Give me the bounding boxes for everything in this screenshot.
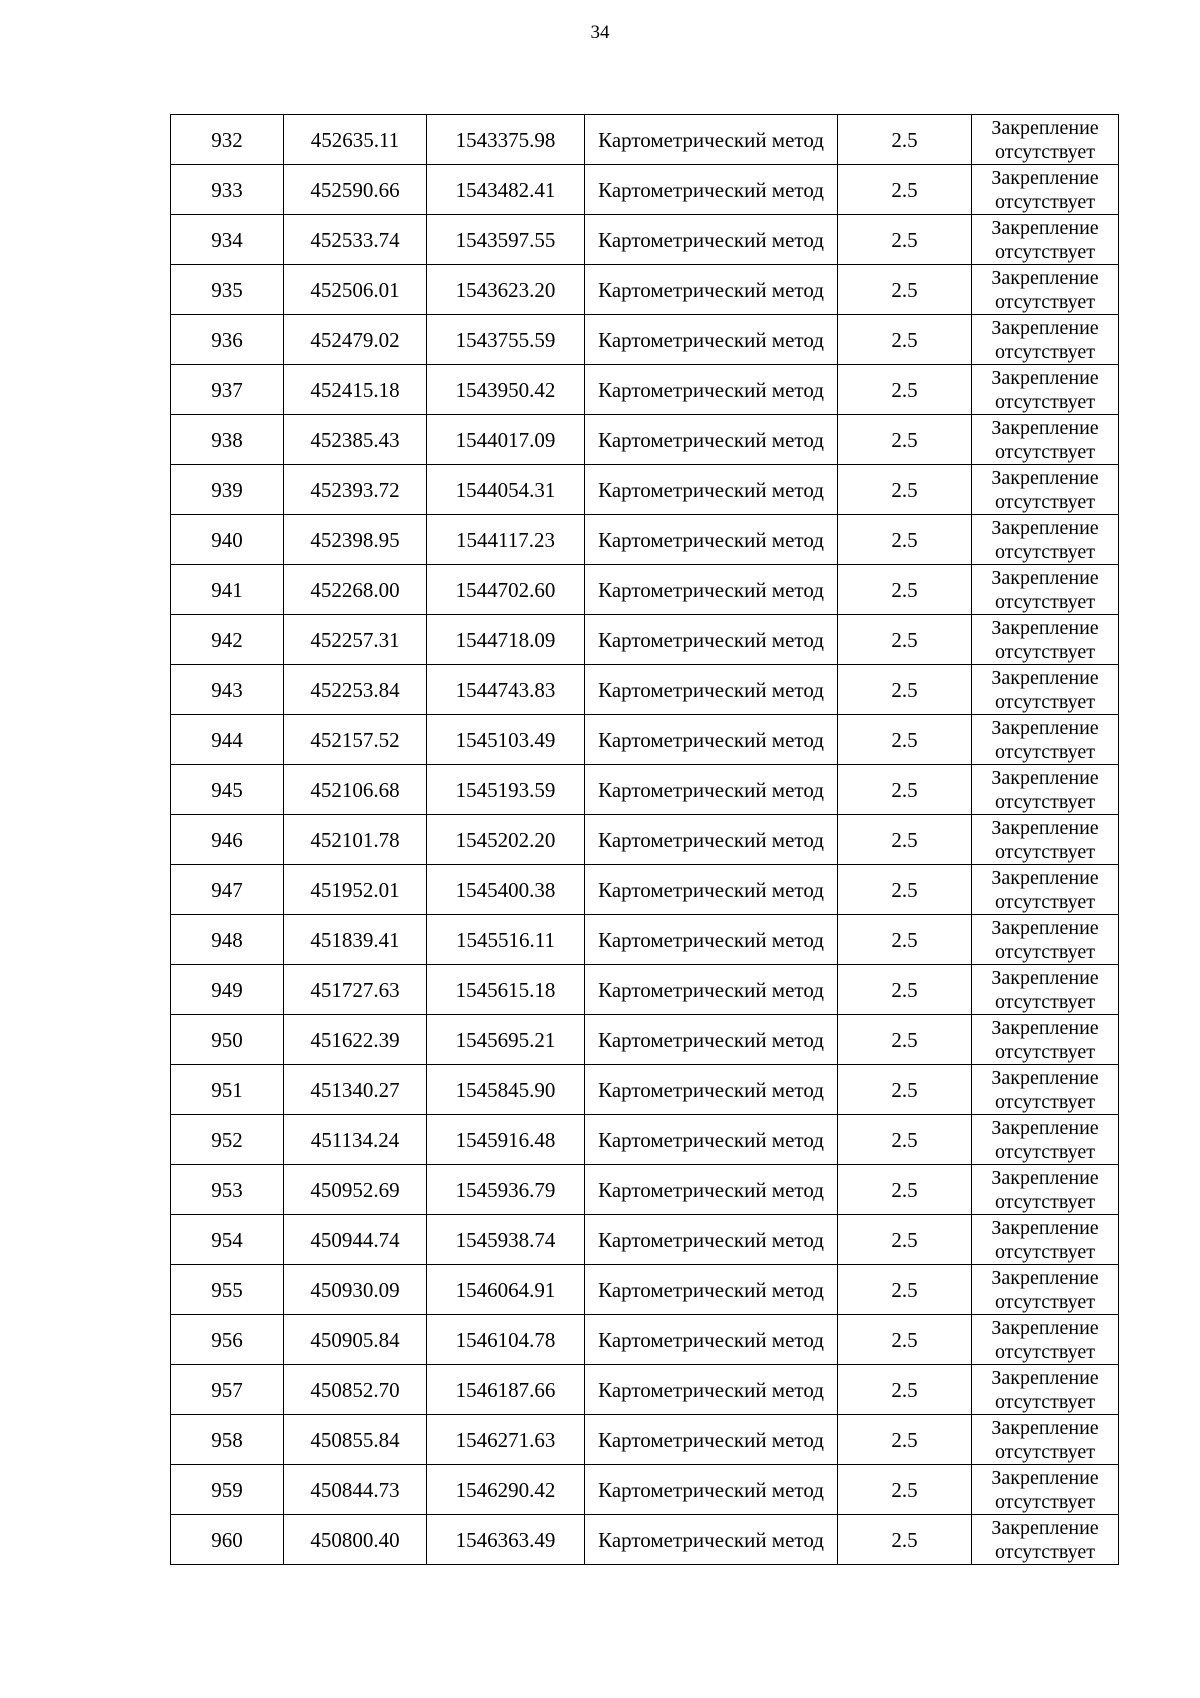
status-line-1: Закрепление xyxy=(991,616,1099,639)
table-row xyxy=(171,665,1119,715)
status-line-2: отсутствует xyxy=(994,890,1096,913)
point-number-cell: 939 xyxy=(171,465,284,515)
accuracy-cell: 2.5 xyxy=(838,265,972,315)
y-coordinate-cell: 1544702.60 xyxy=(427,565,585,615)
marking-status-cell xyxy=(972,1365,1119,1415)
accuracy-cell: 2.5 xyxy=(838,515,972,565)
x-coordinate-cell: 450844.73 xyxy=(284,1465,427,1515)
table-row xyxy=(171,1315,1119,1365)
table-row xyxy=(171,815,1119,865)
x-coordinate-cell: 452415.18 xyxy=(284,365,427,415)
table-row xyxy=(171,1515,1119,1565)
status-line-1: Закрепление xyxy=(991,516,1099,539)
y-coordinate-cell: 1546064.91 xyxy=(427,1265,585,1315)
x-coordinate-cell: 452590.66 xyxy=(284,165,427,215)
marking-status-cell xyxy=(972,1065,1119,1115)
accuracy-cell: 2.5 xyxy=(838,215,972,265)
y-coordinate-cell: 1545202.20 xyxy=(427,815,585,865)
method-cell: Картометрический метод xyxy=(585,1165,838,1215)
point-number-cell: 949 xyxy=(171,965,284,1015)
table-row xyxy=(171,1215,1119,1265)
y-coordinate-cell: 1546187.66 xyxy=(427,1365,585,1415)
method-cell: Картометрический метод xyxy=(585,765,838,815)
x-coordinate-cell: 452253.84 xyxy=(284,665,427,715)
status-line-2: отсутствует xyxy=(994,440,1096,463)
accuracy-cell: 2.5 xyxy=(838,715,972,765)
point-number-cell: 948 xyxy=(171,915,284,965)
point-number-cell: 944 xyxy=(171,715,284,765)
accuracy-cell: 2.5 xyxy=(838,1265,972,1315)
marking-status-cell xyxy=(972,665,1119,715)
accuracy-cell: 2.5 xyxy=(838,1315,972,1365)
point-number-cell: 960 xyxy=(171,1515,284,1565)
status-line-2: отсутствует xyxy=(994,490,1096,513)
status-line-2: отсутствует xyxy=(994,1540,1096,1563)
marking-status-cell xyxy=(972,315,1119,365)
y-coordinate-cell: 1545193.59 xyxy=(427,765,585,815)
marking-status-cell xyxy=(972,215,1119,265)
status-line-2: отсутствует xyxy=(994,690,1096,713)
coordinates-table-body xyxy=(171,115,1119,1565)
marking-status-cell xyxy=(972,865,1119,915)
point-number-cell: 940 xyxy=(171,515,284,565)
point-number-cell: 951 xyxy=(171,1065,284,1115)
table-row xyxy=(171,1365,1119,1415)
method-cell: Картометрический метод xyxy=(585,1065,838,1115)
y-coordinate-cell: 1545938.74 xyxy=(427,1215,585,1265)
accuracy-cell: 2.5 xyxy=(838,1115,972,1165)
status-line-2: отсутствует xyxy=(994,1390,1096,1413)
y-coordinate-cell: 1544718.09 xyxy=(427,615,585,665)
status-line-2: отсутствует xyxy=(994,1090,1096,1113)
status-line-2: отсутствует xyxy=(994,340,1096,363)
marking-status-cell xyxy=(972,1165,1119,1215)
status-line-1: Закрепление xyxy=(991,966,1099,989)
y-coordinate-cell: 1545103.49 xyxy=(427,715,585,765)
method-cell: Картометрический метод xyxy=(585,615,838,665)
point-number-cell: 943 xyxy=(171,665,284,715)
x-coordinate-cell: 452506.01 xyxy=(284,265,427,315)
point-number-cell: 937 xyxy=(171,365,284,415)
accuracy-cell: 2.5 xyxy=(838,465,972,515)
method-cell: Картометрический метод xyxy=(585,165,838,215)
method-cell: Картометрический метод xyxy=(585,1315,838,1365)
point-number-cell: 955 xyxy=(171,1265,284,1315)
x-coordinate-cell: 452268.00 xyxy=(284,565,427,615)
x-coordinate-cell: 451727.63 xyxy=(284,965,427,1015)
y-coordinate-cell: 1543950.42 xyxy=(427,365,585,415)
y-coordinate-cell: 1545916.48 xyxy=(427,1115,585,1165)
x-coordinate-cell: 452479.02 xyxy=(284,315,427,365)
table-row xyxy=(171,715,1119,765)
x-coordinate-cell: 451134.24 xyxy=(284,1115,427,1165)
x-coordinate-cell: 450952.69 xyxy=(284,1165,427,1215)
point-number-cell: 954 xyxy=(171,1215,284,1265)
method-cell: Картометрический метод xyxy=(585,1415,838,1465)
y-coordinate-cell: 1546363.49 xyxy=(427,1515,585,1565)
status-line-1: Закрепление xyxy=(991,566,1099,589)
y-coordinate-cell: 1543597.55 xyxy=(427,215,585,265)
method-cell: Картометрический метод xyxy=(585,1365,838,1415)
y-coordinate-cell: 1545845.90 xyxy=(427,1065,585,1115)
status-line-1: Закрепление xyxy=(991,466,1099,489)
method-cell: Картометрический метод xyxy=(585,565,838,615)
status-line-2: отсутствует xyxy=(994,390,1096,413)
marking-status-cell xyxy=(972,265,1119,315)
y-coordinate-cell: 1545400.38 xyxy=(427,865,585,915)
marking-status-cell xyxy=(972,165,1119,215)
table-row xyxy=(171,1415,1119,1465)
method-cell: Картометрический метод xyxy=(585,715,838,765)
y-coordinate-cell: 1544117.23 xyxy=(427,515,585,565)
table-row xyxy=(171,1065,1119,1115)
accuracy-cell: 2.5 xyxy=(838,1465,972,1515)
status-line-1: Закрепление xyxy=(991,1416,1099,1439)
x-coordinate-cell: 452533.74 xyxy=(284,215,427,265)
method-cell: Картометрический метод xyxy=(585,1265,838,1315)
accuracy-cell: 2.5 xyxy=(838,165,972,215)
method-cell: Картометрический метод xyxy=(585,415,838,465)
status-line-2: отсутствует xyxy=(994,740,1096,763)
accuracy-cell: 2.5 xyxy=(838,1065,972,1115)
table-row xyxy=(171,215,1119,265)
status-line-1: Закрепление xyxy=(991,1016,1099,1039)
point-number-cell: 952 xyxy=(171,1115,284,1165)
accuracy-cell: 2.5 xyxy=(838,1165,972,1215)
method-cell: Картометрический метод xyxy=(585,1215,838,1265)
method-cell: Картометрический метод xyxy=(585,1465,838,1515)
marking-status-cell xyxy=(972,1215,1119,1265)
accuracy-cell: 2.5 xyxy=(838,965,972,1015)
status-line-2: отсутствует xyxy=(994,940,1096,963)
status-line-1: Закрепление xyxy=(991,1116,1099,1139)
table-row xyxy=(171,1015,1119,1065)
y-coordinate-cell: 1545516.11 xyxy=(427,915,585,965)
point-number-cell: 932 xyxy=(171,115,284,165)
accuracy-cell: 2.5 xyxy=(838,815,972,865)
y-coordinate-cell: 1545695.21 xyxy=(427,1015,585,1065)
status-line-1: Закрепление xyxy=(991,1216,1099,1239)
marking-status-cell xyxy=(972,615,1119,665)
status-line-1: Закрепление xyxy=(991,666,1099,689)
accuracy-cell: 2.5 xyxy=(838,1015,972,1065)
accuracy-cell: 2.5 xyxy=(838,1365,972,1415)
status-line-1: Закрепление xyxy=(991,816,1099,839)
status-line-2: отсутствует xyxy=(994,1190,1096,1213)
status-line-1: Закрепление xyxy=(991,116,1099,139)
status-line-2: отсутствует xyxy=(994,640,1096,663)
y-coordinate-cell: 1546104.78 xyxy=(427,1315,585,1365)
method-cell: Картометрический метод xyxy=(585,1515,838,1565)
status-line-1: Закрепление xyxy=(991,266,1099,289)
status-line-2: отсутствует xyxy=(994,190,1096,213)
point-number-cell: 941 xyxy=(171,565,284,615)
method-cell: Картометрический метод xyxy=(585,365,838,415)
accuracy-cell: 2.5 xyxy=(838,115,972,165)
accuracy-cell: 2.5 xyxy=(838,365,972,415)
point-number-cell: 945 xyxy=(171,765,284,815)
marking-status-cell xyxy=(972,415,1119,465)
y-coordinate-cell: 1543375.98 xyxy=(427,115,585,165)
x-coordinate-cell: 450944.74 xyxy=(284,1215,427,1265)
marking-status-cell xyxy=(972,1015,1119,1065)
status-line-2: отсутствует xyxy=(994,540,1096,563)
status-line-1: Закрепление xyxy=(991,1366,1099,1389)
status-line-2: отсутствует xyxy=(994,790,1096,813)
x-coordinate-cell: 450930.09 xyxy=(284,1265,427,1315)
status-line-2: отсутствует xyxy=(994,1290,1096,1313)
status-line-1: Закрепление xyxy=(991,416,1099,439)
status-line-2: отсутствует xyxy=(994,1140,1096,1163)
x-coordinate-cell: 452257.31 xyxy=(284,615,427,665)
y-coordinate-cell: 1543755.59 xyxy=(427,315,585,365)
table-row xyxy=(171,1465,1119,1515)
method-cell: Картометрический метод xyxy=(585,465,838,515)
marking-status-cell xyxy=(972,1115,1119,1165)
status-line-1: Закрепление xyxy=(991,1166,1099,1189)
accuracy-cell: 2.5 xyxy=(838,765,972,815)
x-coordinate-cell: 451622.39 xyxy=(284,1015,427,1065)
accuracy-cell: 2.5 xyxy=(838,415,972,465)
x-coordinate-cell: 452635.11 xyxy=(284,115,427,165)
accuracy-cell: 2.5 xyxy=(838,665,972,715)
x-coordinate-cell: 452398.95 xyxy=(284,515,427,565)
x-coordinate-cell: 450852.70 xyxy=(284,1365,427,1415)
marking-status-cell xyxy=(972,1265,1119,1315)
x-coordinate-cell: 451340.27 xyxy=(284,1065,427,1115)
marking-status-cell xyxy=(972,715,1119,765)
point-number-cell: 938 xyxy=(171,415,284,465)
point-number-cell: 936 xyxy=(171,315,284,365)
point-number-cell: 953 xyxy=(171,1165,284,1215)
accuracy-cell: 2.5 xyxy=(838,615,972,665)
table-row xyxy=(171,165,1119,215)
x-coordinate-cell: 452101.78 xyxy=(284,815,427,865)
y-coordinate-cell: 1545615.18 xyxy=(427,965,585,1015)
marking-status-cell xyxy=(972,915,1119,965)
status-line-1: Закрепление xyxy=(991,1266,1099,1289)
point-number-cell: 958 xyxy=(171,1415,284,1465)
accuracy-cell: 2.5 xyxy=(838,1415,972,1465)
status-line-2: отсутствует xyxy=(994,1240,1096,1263)
status-line-2: отсутствует xyxy=(994,1040,1096,1063)
table-row xyxy=(171,365,1119,415)
method-cell: Картометрический метод xyxy=(585,965,838,1015)
point-number-cell: 957 xyxy=(171,1365,284,1415)
status-line-1: Закрепление xyxy=(991,166,1099,189)
accuracy-cell: 2.5 xyxy=(838,1515,972,1565)
status-line-2: отсутствует xyxy=(994,290,1096,313)
status-line-1: Закрепление xyxy=(991,216,1099,239)
accuracy-cell: 2.5 xyxy=(838,565,972,615)
x-coordinate-cell: 450905.84 xyxy=(284,1315,427,1365)
status-line-2: отсутствует xyxy=(994,590,1096,613)
point-number-cell: 959 xyxy=(171,1465,284,1515)
point-number-cell: 934 xyxy=(171,215,284,265)
x-coordinate-cell: 450855.84 xyxy=(284,1415,427,1465)
method-cell: Картометрический метод xyxy=(585,1115,838,1165)
x-coordinate-cell: 452385.43 xyxy=(284,415,427,465)
point-number-cell: 947 xyxy=(171,865,284,915)
status-line-1: Закрепление xyxy=(991,766,1099,789)
status-line-1: Закрепление xyxy=(991,1516,1099,1539)
method-cell: Картометрический метод xyxy=(585,1015,838,1065)
table-row xyxy=(171,765,1119,815)
y-coordinate-cell: 1546290.42 xyxy=(427,1465,585,1515)
status-line-1: Закрепление xyxy=(991,866,1099,889)
marking-status-cell xyxy=(972,1415,1119,1465)
status-line-2: отсутствует xyxy=(994,1440,1096,1463)
table-row xyxy=(171,415,1119,465)
status-line-2: отсутствует xyxy=(994,990,1096,1013)
method-cell: Картометрический метод xyxy=(585,315,838,365)
point-number-cell: 935 xyxy=(171,265,284,315)
status-line-1: Закрепление xyxy=(991,916,1099,939)
marking-status-cell xyxy=(972,1515,1119,1565)
y-coordinate-cell: 1544743.83 xyxy=(427,665,585,715)
table-row xyxy=(171,615,1119,665)
accuracy-cell: 2.5 xyxy=(838,865,972,915)
table-row xyxy=(171,265,1119,315)
point-number-cell: 942 xyxy=(171,615,284,665)
table-row xyxy=(171,965,1119,1015)
point-number-cell: 956 xyxy=(171,1315,284,1365)
y-coordinate-cell: 1543623.20 xyxy=(427,265,585,315)
marking-status-cell xyxy=(972,1315,1119,1365)
status-line-2: отсутствует xyxy=(994,240,1096,263)
coordinates-table xyxy=(170,114,1119,1565)
method-cell: Картометрический метод xyxy=(585,215,838,265)
page-number: 34 xyxy=(590,22,610,43)
table-row xyxy=(171,515,1119,565)
table-row xyxy=(171,865,1119,915)
y-coordinate-cell: 1543482.41 xyxy=(427,165,585,215)
marking-status-cell xyxy=(972,515,1119,565)
y-coordinate-cell: 1545936.79 xyxy=(427,1165,585,1215)
status-line-1: Закрепление xyxy=(991,366,1099,389)
x-coordinate-cell: 452393.72 xyxy=(284,465,427,515)
x-coordinate-cell: 450800.40 xyxy=(284,1515,427,1565)
marking-status-cell xyxy=(972,965,1119,1015)
accuracy-cell: 2.5 xyxy=(838,315,972,365)
status-line-1: Закрепление xyxy=(991,716,1099,739)
status-line-1: Закрепление xyxy=(991,1066,1099,1089)
table-row xyxy=(171,565,1119,615)
y-coordinate-cell: 1544017.09 xyxy=(427,415,585,465)
y-coordinate-cell: 1544054.31 xyxy=(427,465,585,515)
marking-status-cell xyxy=(972,1465,1119,1515)
status-line-2: отсутствует xyxy=(994,1490,1096,1513)
table-row xyxy=(171,1265,1119,1315)
marking-status-cell xyxy=(972,465,1119,515)
marking-status-cell xyxy=(972,115,1119,165)
table-row xyxy=(171,1165,1119,1215)
point-number-cell: 950 xyxy=(171,1015,284,1065)
accuracy-cell: 2.5 xyxy=(838,915,972,965)
method-cell: Картометрический метод xyxy=(585,865,838,915)
x-coordinate-cell: 451952.01 xyxy=(284,865,427,915)
table-row xyxy=(171,315,1119,365)
status-line-2: отсутствует xyxy=(994,1340,1096,1363)
point-number-cell: 933 xyxy=(171,165,284,215)
accuracy-cell: 2.5 xyxy=(838,1215,972,1265)
method-cell: Картометрический метод xyxy=(585,815,838,865)
x-coordinate-cell: 452157.52 xyxy=(284,715,427,765)
marking-status-cell xyxy=(972,365,1119,415)
status-line-1: Закрепление xyxy=(991,316,1099,339)
status-line-1: Закрепление xyxy=(991,1316,1099,1339)
table-row xyxy=(171,915,1119,965)
method-cell: Картометрический метод xyxy=(585,115,838,165)
table-row xyxy=(171,115,1119,165)
y-coordinate-cell: 1546271.63 xyxy=(427,1415,585,1465)
method-cell: Картометрический метод xyxy=(585,265,838,315)
marking-status-cell xyxy=(972,765,1119,815)
method-cell: Картометрический метод xyxy=(585,665,838,715)
method-cell: Картометрический метод xyxy=(585,515,838,565)
method-cell: Картометрический метод xyxy=(585,915,838,965)
table-row xyxy=(171,465,1119,515)
x-coordinate-cell: 452106.68 xyxy=(284,765,427,815)
marking-status-cell xyxy=(972,815,1119,865)
status-line-1: Закрепление xyxy=(991,1466,1099,1489)
marking-status-cell xyxy=(972,565,1119,615)
status-line-2: отсутствует xyxy=(994,140,1096,163)
status-line-2: отсутствует xyxy=(994,840,1096,863)
x-coordinate-cell: 451839.41 xyxy=(284,915,427,965)
point-number-cell: 946 xyxy=(171,815,284,865)
table-row xyxy=(171,1115,1119,1165)
